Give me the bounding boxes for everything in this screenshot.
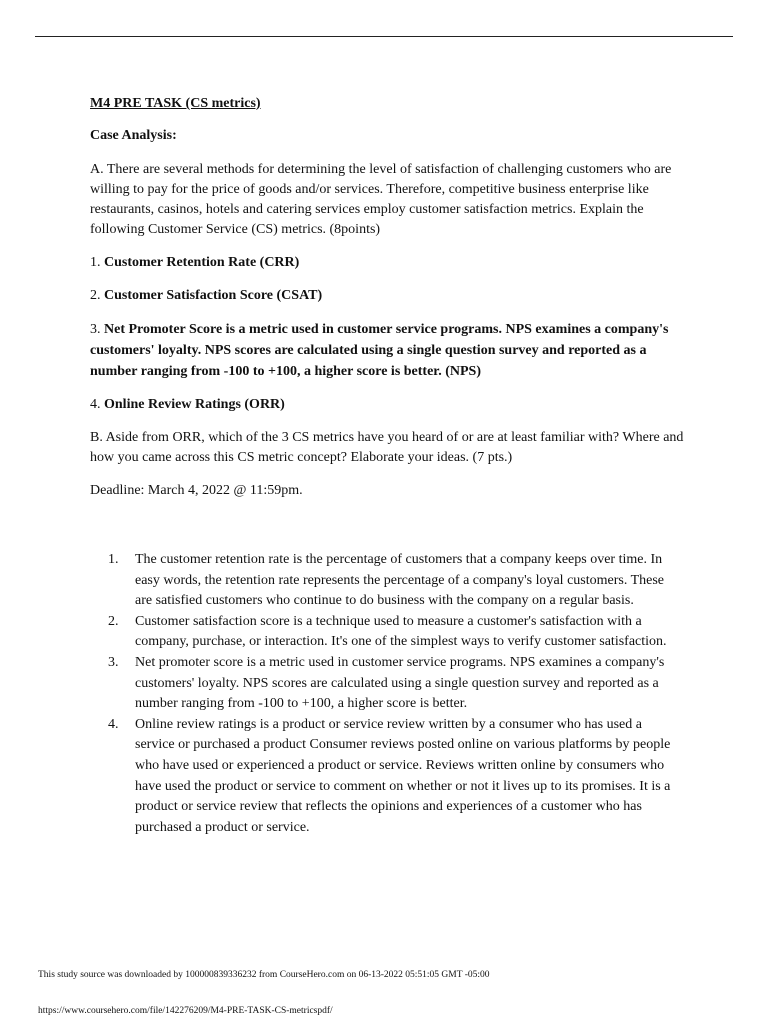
- answer-number: 2.: [108, 613, 119, 629]
- answer-text: Online review ratings is a product or service review written by a consumer who has used a service or purchased a product Consumer reviews posted online on various platforms by people who have used or experienced a product or service. Reviews written online by consumers who have used the product or service to comment on whether or not it lives up to its promises. It is a product or service review that reflects the opinions and experiences of a customer who has purchased a product or service.: [135, 716, 671, 835]
- metric-label: Customer Retention Rate (CRR): [104, 255, 300, 270]
- metric-label: Online Review Ratings (ORR): [104, 397, 285, 412]
- case-analysis-heading: Case Analysis:: [90, 128, 177, 143]
- metric-label: Net Promoter Score is a metric used in customer service programs. NPS examines a company's customers' loyalty. NPS scores are calculated using a single question survey and reported as a number ranging from -100 to +100, a higher score is better. (NPS): [90, 322, 669, 379]
- answer-item: [108, 653, 678, 715]
- deadline-text: Deadline: March 4, 2022 @ 11:59pm.: [90, 483, 303, 498]
- answer-number: 1.: [108, 552, 119, 567]
- metric-item-crr: [90, 253, 690, 273]
- answer-text: Customer satisfaction score is a technique used to measure a customer's satisfaction with a company, purchase, or interaction. It's one of the simplest ways to verify customer satisfaction.: [135, 613, 667, 650]
- part-b-paragraph: B. Aside from ORR, which of the 3 CS metrics have you heard of or are at least familiar with? Where and how you came across this CS metric concept? Elaborate your ideas. (7 pts.): [90, 430, 684, 465]
- metric-number: 4.: [90, 397, 104, 412]
- metric-number: 3.: [90, 322, 104, 337]
- document-title: M4 PRE TASK (CS metrics): [90, 96, 261, 111]
- answer-text: Net promoter score is a metric used in customer service programs. NPS examines a company's customers' loyalty. NPS scores are calculated using a single question survey and reported as a number ranging from -100 to +100, a higher score is better.: [135, 654, 665, 712]
- answer-number: 4.: [108, 716, 119, 732]
- metric-number: 1.: [90, 255, 104, 270]
- part-a-paragraph: A. There are several methods for determining the level of satisfaction of challenging customers who are willing to pay for the price of goods and/or services. Therefore, competitive business enterprise like restaurants, casinos, hotels and catering services employ customer satisfaction metrics. Explain the following Customer Service (CS) metrics. (8points): [90, 162, 672, 237]
- top-divider: [35, 36, 733, 37]
- answer-text: The customer retention rate is the percentage of customers that a company keeps over time. In easy words, the retention rate represents the percentage of a company's loyal customers. These are satisfied customers who continue to do business with the company on a regular basis.: [135, 552, 665, 609]
- answers-list: [108, 550, 678, 838]
- metric-item-orr: [90, 395, 690, 415]
- answer-item: [108, 550, 678, 612]
- metric-item-csat: [90, 286, 690, 306]
- metric-label: Customer Satisfaction Score (CSAT): [104, 288, 323, 303]
- answer-item: [108, 612, 678, 653]
- metric-number: 2.: [90, 288, 104, 303]
- metric-item-nps: [90, 319, 690, 382]
- document-body: [90, 94, 690, 501]
- source-url-link[interactable]: https://www.coursehero.com/file/142276209/M4-PRE-TASK-CS-metricspdf/: [38, 1006, 333, 1016]
- answer-item: [108, 715, 678, 839]
- answer-number: 3.: [108, 654, 119, 670]
- download-source-note: This study source was downloaded by 100000839336232 from CourseHero.com on 06-13-2022 05:51:05 GMT -05:00: [38, 970, 490, 980]
